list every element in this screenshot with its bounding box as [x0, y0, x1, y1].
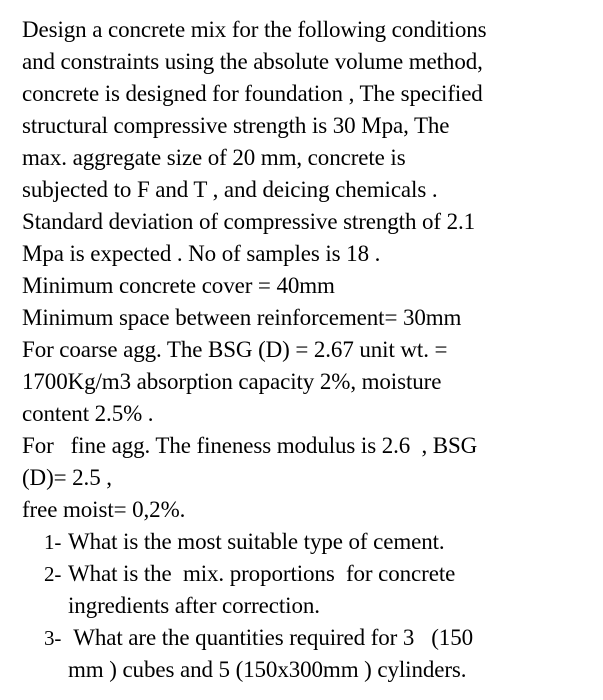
question-item [22, 526, 597, 558]
problem-line: structural compressive strength is 30 Mpa, The [22, 113, 450, 138]
question-number: 1- [44, 530, 62, 554]
question-text: mm ) cubes and 5 (150x300mm ) cylinders. [68, 657, 467, 682]
problem-line: Standard deviation of compressive strength of 2.1 [22, 209, 476, 234]
question-list [22, 526, 597, 686]
question-item [22, 622, 597, 686]
problem-line: subjected to F and T , and deicing chemicals . [22, 177, 438, 202]
problem-line: For coarse agg. The BSG (D) = 2.67 unit wt. = [22, 337, 448, 362]
problem-line: concrete is designed for foundation , The specified [22, 81, 483, 106]
problem-statement [22, 14, 597, 526]
problem-line: max. aggregate size of 20 mm, concrete is [22, 145, 406, 170]
question-item [22, 558, 597, 622]
question-text: What is the mix. proportions for concrete [68, 561, 456, 586]
problem-line: and constraints using the absolute volume method, [22, 49, 483, 74]
question-text: What are the quantities required for 3 (150 [68, 625, 473, 650]
question-number: 3- [44, 626, 62, 650]
problem-line: (D)= 2.5 , [22, 465, 112, 490]
problem-line: Mpa is expected . No of samples is 18 . [22, 241, 381, 266]
question-text: ingredients after correction. [68, 593, 320, 618]
problem-line: free moist= 0,2%. [22, 497, 186, 522]
question-number: 2- [44, 562, 62, 586]
problem-line: For fine agg. The fineness modulus is 2.6 , BSG [22, 433, 478, 458]
problem-line: Minimum space between reinforcement= 30mm [22, 305, 462, 330]
problem-line: Design a concrete mix for the following conditions [22, 17, 487, 42]
problem-line: content 2.5% . [22, 401, 154, 426]
problem-line: Minimum concrete cover = 40mm [22, 273, 335, 298]
question-text: What is the most suitable type of cement. [68, 529, 445, 554]
problem-line: 1700Kg/m3 absorption capacity 2%, moisture [22, 369, 442, 394]
problem-document [22, 14, 597, 686]
